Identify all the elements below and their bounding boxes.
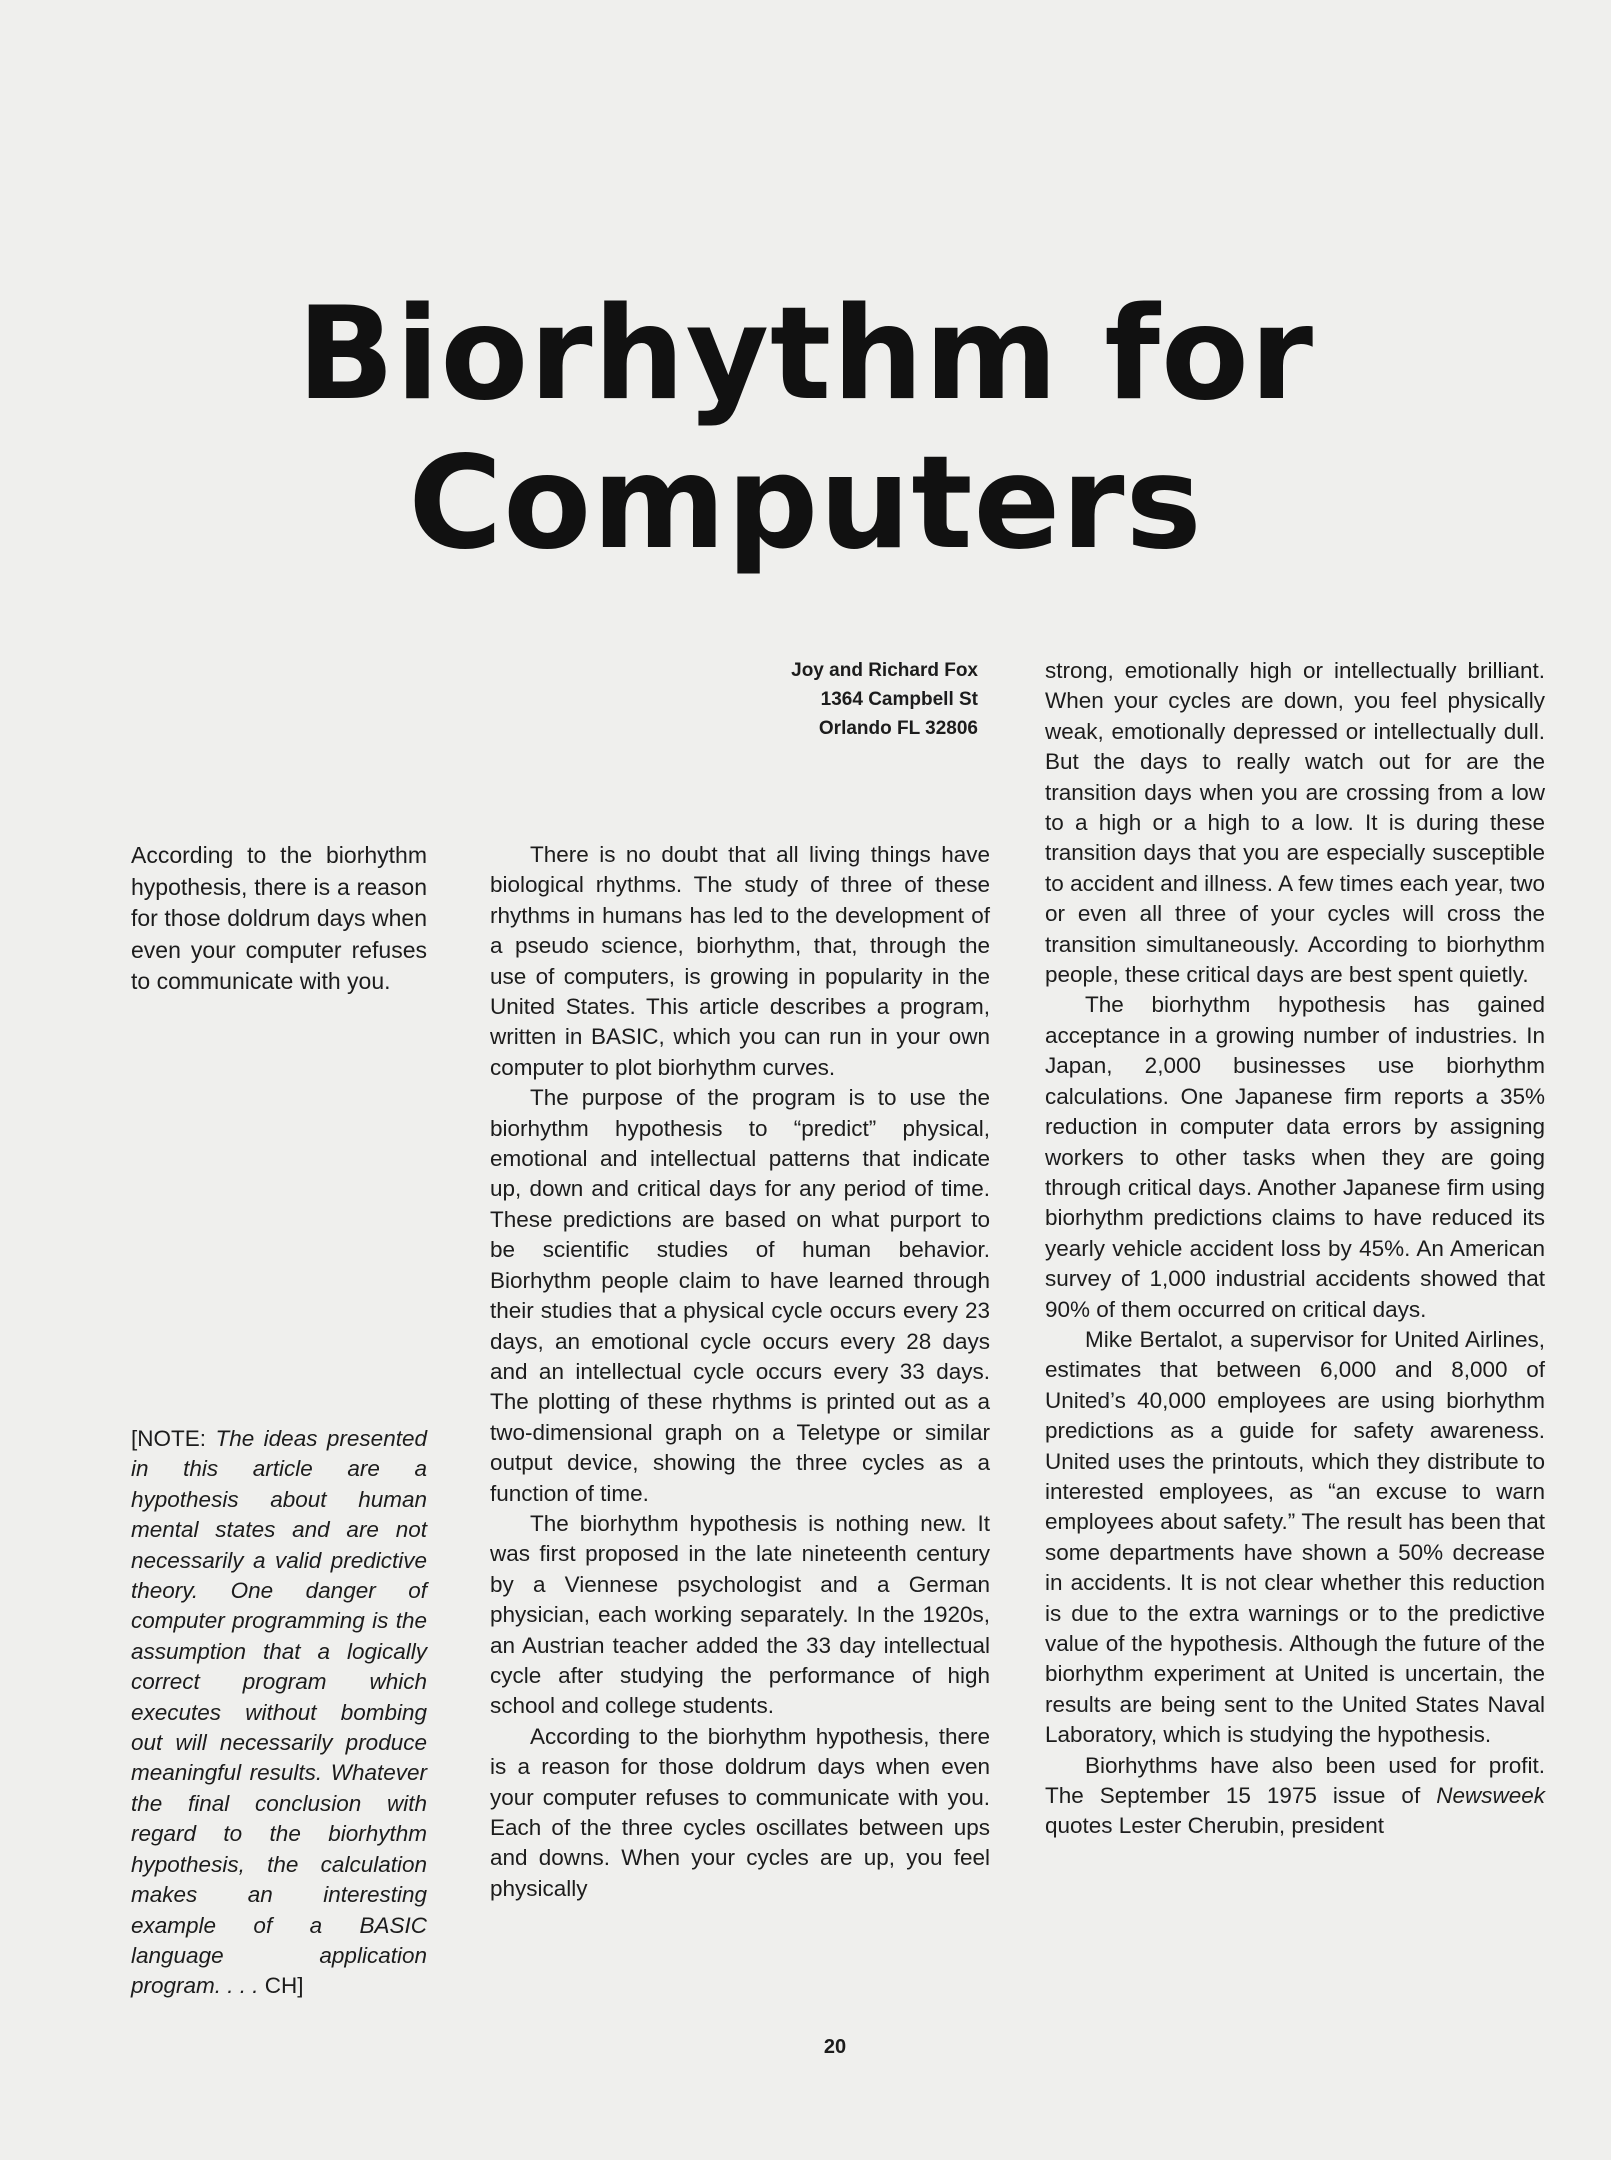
paragraph	[1045, 1751, 1545, 1842]
paragraph: There is no doubt that all living things have biological rhythms. The study of three of these rhythms in humans has led to the development of a pseudo science, biorhythm, that, through the use of computers, is growing in popularity in the United States. This article describes a program, written in BASIC, which you can run in your own computer to plot biorhythm curves.	[490, 842, 990, 1080]
author-city: Orlando FL 32806	[818, 718, 978, 739]
article-title: Biorhythm for Computers	[296, 280, 1315, 578]
paragraph: The purpose of the program is to use the biorhythm hypothesis to “predict” physical, emotional and intellectual patterns that indicate up, down and critical days for any period of time. These predictions are based on what purport to be scientific studies of human behavior. Biorhythm people claim to have learned through their studies that a physical cycle occurs every 23 days, an emotional cycle occurs every 28 days and an intellectual cycle occurs every 33 days. The plotting of these rhythms is printed out as a two-dimensional graph on a Teletype or similar output device, showing the three cycles as a function of time.	[490, 1085, 990, 1506]
magazine-name: Newsweek	[1436, 1783, 1545, 1809]
paragraph: The biorhythm hypothesis is nothing new. It was first proposed in the late nineteenth century by a Viennese psychologist and a German physician, each working separately. In the 1920s, an Austrian teacher added the 33 day intellectual cycle after studying the performance of high school and college students.	[490, 1510, 990, 1719]
paragraph: According to the biorhythm hypothesis, there is a reason for those doldrum days when even your computer refuses to communicate with you. Each of the three cycles oscillates between ups and downs. When your cycles are up, you feel physically	[490, 1723, 990, 1901]
paragraph: Mike Bertalot, a supervisor for United Airlines, estimates that between 6,000 and 8,000 of United’s 40,000 employees are using biorhythm predictions as a guide for safety awareness. United uses the printouts, which they distribute to interested employees, as “an excuse to warn employees about safety.” The result has been that some departments have shown a 50% decrease in accidents. It is not clear whether this reduction is due to the extra warnings or to the predictive value of the hypothesis. Although the future of the biorhythm experiment at United is uncertain, the results are being sent to the United States Naval Laboratory, which is studying the hypothesis.	[1045, 1326, 1545, 1748]
text: quotes Lester Cherubin, president	[1045, 1813, 1384, 1839]
author-block	[700, 656, 978, 743]
note-close: CH]	[264, 1973, 304, 1999]
editor-note	[131, 1424, 427, 2002]
paragraph: The biorhythm hypothesis has gained acceptance in a growing number of industries. In Japan, 2,000 businesses use biorhythm calculations. One Japanese firm reports a 35% reduction in computer data errors by assigning workers to other tasks when they are going through critical days. Another Japanese firm using biorhythm predictions claims to have reduced its yearly vehicle accident loss by 45%. An American survey of 1,000 industrial accidents showed that 90% of them occurred on critical days.	[1045, 992, 1545, 1322]
middle-column	[490, 840, 990, 1904]
right-column	[1045, 656, 1545, 1842]
note-body: The ideas presented in this article are a hypothesis about human mental states and are not necessarily a valid predictive theory. One danger of computer programming is the assumption that a logically correct program which executes without bombing out will necessarily produce meaningful results. Whatever the final conclusion with regard to the biorhythm hypothesis, the calculation makes an interesting example of a BASIC language application program. . . .	[131, 1426, 427, 1999]
paragraph: strong, emotionally high or intellectually brilliant. When your cycles are down, you feel physically weak, emotionally depressed or intellectually dull. But the days to really watch out for are the transition days when you are crossing from a low to a high or a high to a low. It is during these transition days that you are especially susceptible to accident and illness. A few times each year, two or even all three of your cycles will cross the transition simultaneously. According to biorhythm people, these critical days are best spent quietly.	[1045, 658, 1545, 988]
author-street: 1364 Campbell St	[820, 689, 978, 710]
author-names: Joy and Richard Fox	[791, 660, 978, 681]
sidebar-intro: According to the biorhythm hypothesis, there is a reason for those doldrum days when even your computer refuses to communicate with you.	[131, 842, 427, 994]
note-open: [NOTE:	[131, 1426, 216, 1451]
page-number: 20	[823, 2036, 847, 2058]
text: Biorhythms have also been used for profit. The September 15 1975 issue of	[1045, 1752, 1545, 1809]
